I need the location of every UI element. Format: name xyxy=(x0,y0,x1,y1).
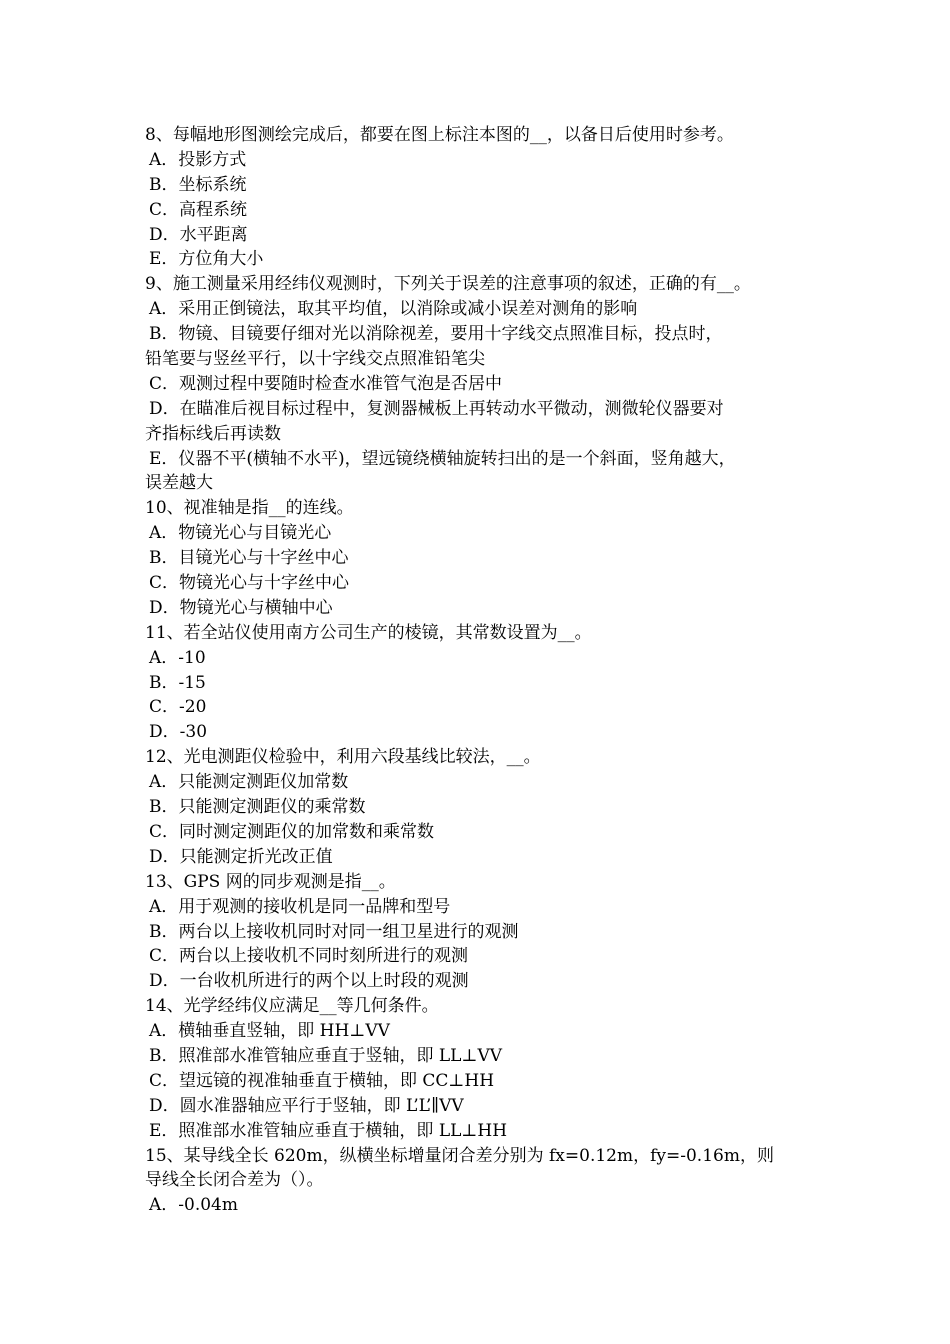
option-text: B．只能测定测距仪的乘常数 xyxy=(149,797,366,818)
option-text: D．圆水准器轴应平行于竖轴，即 L’L’∥VV xyxy=(149,1095,464,1116)
option-text: E．照准部水准管轴应垂直于横轴，即 LL⊥HH xyxy=(149,1120,508,1141)
question-text: 9、施工测量采用经纬仪观测时，下列关于误差的注意事项的叙述，正确的有__。 xyxy=(145,274,751,295)
option-text: A．只能测定测距仪加常数 xyxy=(149,772,349,793)
option-text: D．一台收机所进行的两个以上时段的观测 xyxy=(149,971,469,992)
option-text: A．物镜光心与目镜光心 xyxy=(149,523,332,544)
question-text: 15、某导线全长 620m，纵横坐标增量闭合差分别为 fx=0.12m，fy=-0.16m，则 xyxy=(145,1145,774,1166)
option-text: D．水平距离 xyxy=(149,224,248,245)
option-text: C．物镜光心与十字丝中心 xyxy=(149,573,350,594)
option-text: C．两台以上接收机不同时刻所进行的观测 xyxy=(149,946,469,967)
option-text: B．坐标系统 xyxy=(149,174,247,195)
option-text: D．物镜光心与横轴中心 xyxy=(149,597,333,618)
option-text: B．目镜光心与十字丝中心 xyxy=(149,548,349,569)
question-text: 8、每幅地形图测绘完成后，都要在图上标注本图的__，以备日后使用时参考。 xyxy=(145,125,734,145)
continuation-text: 齐指标线后再读数 xyxy=(145,423,281,444)
option-text: C．观测过程中要随时检查水准管气泡是否居中 xyxy=(149,373,503,394)
option-text: A．横轴垂直竖轴，即 HH⊥VV xyxy=(149,1021,390,1042)
option-text: B．-15 xyxy=(149,672,206,693)
document-page xyxy=(145,123,825,1218)
option-text: E．方位角大小 xyxy=(149,249,264,270)
question-text: 11、若全站仪使用南方公司生产的棱镜，其常数设置为__。 xyxy=(145,622,592,643)
option-text: B．照准部水准管轴应垂直于竖轴，即 LL⊥VV xyxy=(149,1045,503,1066)
option-text: D．在瞄准后视目标过程中，复测器械板上再转动水平微动，测微轮仪器要对 xyxy=(149,398,724,419)
option-text: A．-0.04m xyxy=(149,1195,238,1216)
question-text: 10、视准轴是指__的连线。 xyxy=(145,498,354,519)
continuation-text: 导线全长闭合差为（）。 xyxy=(145,1170,324,1191)
continuation-text: 误差越大 xyxy=(145,473,213,494)
option-text: C．高程系统 xyxy=(149,199,248,220)
option-text: A．采用正倒镜法，取其平均值，以消除或减小误差对测角的影响 xyxy=(149,299,638,320)
option-text: A．-10 xyxy=(149,647,206,668)
option-text: A．投影方式 xyxy=(149,149,247,170)
option-text: E．仪器不平(横轴不水平)，望远镜绕横轴旋转扫出的是一个斜面，竖角越大， xyxy=(149,448,736,469)
question-text: 13、GPS 网的同步观测是指__。 xyxy=(145,871,396,892)
option-text: C．望远镜的视准轴垂直于横轴，即 CC⊥HH xyxy=(149,1070,495,1091)
continuation-text: 铅笔要与竖丝平行，以十字线交点照准铅笔尖 xyxy=(145,349,485,370)
option-text: B．两台以上接收机同时对同一组卫星进行的观测 xyxy=(149,921,519,942)
option-text: D．-30 xyxy=(149,722,208,743)
question-text: 14、光学经纬仪应满足__等几何条件。 xyxy=(145,996,439,1017)
option-text: A．用于观测的接收机是同一品牌和型号 xyxy=(149,896,451,917)
option-text: C．同时测定测距仪的加常数和乘常数 xyxy=(149,821,435,842)
option-text: D．只能测定折光改正值 xyxy=(149,846,333,867)
option-text: B．物镜、目镜要仔细对光以消除视差，要用十字线交点照准目标，投点时， xyxy=(149,324,723,345)
option-text: C．-20 xyxy=(149,697,207,718)
question-text: 12、光电测距仪检验中，利用六段基线比较法，__。 xyxy=(145,747,541,768)
